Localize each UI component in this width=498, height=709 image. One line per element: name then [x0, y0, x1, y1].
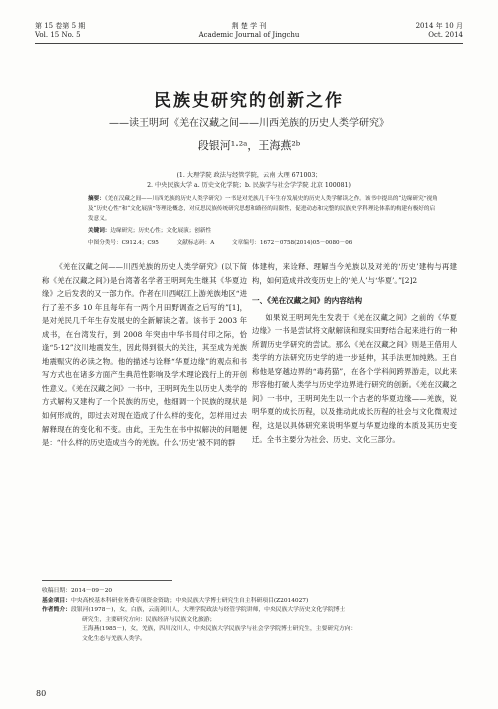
header-journal-cn: 荆 楚 学 刊	[231, 22, 267, 30]
body-paragraph-continued: 体建构，来诠释、理解当今羌族以及对羌的‘历史’建构与再建构，如何造成并改变历史上的‘羌人’与‘华夏’。”[2]2	[252, 262, 457, 285]
classification-line	[88, 238, 458, 246]
article-authors: 段银河¹·²ᵃ，王海燕²ᵇ	[197, 139, 301, 152]
header-volume-en: Vol. 15 No. 5	[35, 31, 81, 39]
header-journal	[35, 22, 463, 40]
keywords	[88, 226, 438, 234]
header-date-cn: 2014 年 10 月	[415, 22, 463, 30]
header-rule	[35, 43, 463, 44]
article-number: 文章编号：1672－0758(2014)05－0080－06	[232, 240, 353, 246]
header-date	[416, 22, 463, 40]
footnotes	[42, 587, 458, 644]
abstract-text: 《羌在汉藏之间——川西羌族的历史人类学研究》一书是对羌族几千年生存发展史的历史人类学解读之作。该书中提出的“边缘研究”视角及“历史心性”和“文化展演”等理论概念，对反思民族传统研究思想和路径的局限性，促进动态和完整的民族史学科理论体系的构建有极好的启发意义。	[88, 196, 438, 222]
keywords-text: 边缘研究；历史心性；文化展演；创新性	[110, 228, 212, 234]
abstract-label: 摘要：	[88, 196, 105, 202]
section-heading-1: 一、《羌在汉藏之间》的内容结构	[252, 296, 363, 306]
keywords-label: 关键词：	[88, 228, 111, 234]
body-column-left	[42, 260, 247, 450]
article-subtitle: ——读王明珂《羌在汉藏之间——川西羌族的历史人类学研究》	[109, 118, 389, 129]
clc-number: 中图分类号：C912.4；C95	[88, 240, 159, 246]
fund-text: 中央高校基本科研业务费专项资金资助；中央民族大学博士研究生自主科研项目(Z2014027)	[71, 597, 309, 604]
header-date-en: Oct. 2014	[428, 31, 463, 39]
abstract	[88, 194, 438, 224]
author2-line1: 王海燕(1985－)，女，羌族，四川汶川人，中央民族大学民族学与社会学学院博士研究生，主要研究方向：	[82, 626, 357, 632]
section-1-paragraph: 如果说王明珂先生发表于《羌在汉藏之间》之前的《华夏边缘》一书是尝试将文献解读和现实田野结合起来进行的一种所谓历史学研究的尝试。那么《羌在汉藏之间》则是王借用人类学的方法研究历史学的进一步延伸，其手法更加纯熟。王自称他是穿越边界的“毒药猫”，在各个学科间跨界游走，以此来形容他打破人类学与历史学边界进行研究的创新。《羌在汉藏之间》一书中，王明珂先生以一个古老的华夏边缘——羌族，说明华夏的成长历程，以及推动此成长历程的社会与文化微观过程，这是以具体研究来说明华夏与华夏边缘的本质及其历史变迁。全书主要分为社会、历史、文化三部分。	[252, 312, 457, 444]
fund-note	[42, 597, 458, 607]
body-paragraph: 《羌在汉藏之间——川西羌族的历史人类学研究》(以下简称《羌在汉藏之间》)是台湾著名学者王明珂先生继其《华夏边缘》之后发表的又一部力作。作者在川西岷江上游羌族地区“进行了差不多 10 年且每年有一两个月田野调查之后写的”[1]，是对羌民几千年生存发展史的全新解读之著。该书于 2003 年成书，在台湾发行，到 2008 年突由中华书局付印之际，恰逢“5·12”汶川地震发生，因此得到很大的关注，其至成为羌族地震赈灾的必读之物。他的描述与诠释“华夏边缘”的观点和书写方式也在诸多方面产生典范性影响及学术理论践行上的开创性意义。《羌在汉藏之间》一书中，王明珂先生以历史人类学的方式解构又建构了一个民族的历史，他细调一个民族的现状是如何形成的，即过去对现在造成了什么样的变化，怎样用过去解释现在的变化和不变。由此，王先生在书中拟解决的问题便是：“什么样的历史造成当今的羌族。什么‘历史’被不同的群	[42, 262, 247, 448]
affiliation-line-2: 2. 中央民族大学 a. 历史文化学院；b. 民族学与社会学学院 北京 100081)	[147, 182, 351, 189]
author-note	[42, 606, 458, 616]
footnote-rule	[42, 580, 172, 581]
received-date: 收稿日期：2014－09－20	[42, 588, 113, 594]
author-label: 作者简介：	[42, 607, 71, 613]
author1-line1: 段银河(1978－)，女，白族，云南剑川人，大理学院政法与经管学院讲师，中央民族大学历史文化学院博士	[71, 607, 346, 613]
article-title: 民族史研究的创新之作	[154, 91, 344, 111]
fund-label: 基金项目：	[42, 597, 71, 604]
header-volume-cn: 第 15 卷第 5 期	[35, 22, 86, 30]
document-code: 文献标志码：A	[176, 240, 215, 246]
author2-line2: 文化生态与羌族人类学。	[82, 635, 146, 642]
header-journal-en: Academic Journal of Jingchu	[198, 31, 300, 39]
author1-line2: 研究生，主要研究方向：民族经济与民族文化旅游；	[82, 616, 216, 623]
body-column-right	[252, 260, 457, 446]
page-number: 80	[36, 689, 47, 698]
affiliation-line-1: (1. 大理学院 政法与经管学院，云南 大理 671003；	[176, 172, 322, 179]
